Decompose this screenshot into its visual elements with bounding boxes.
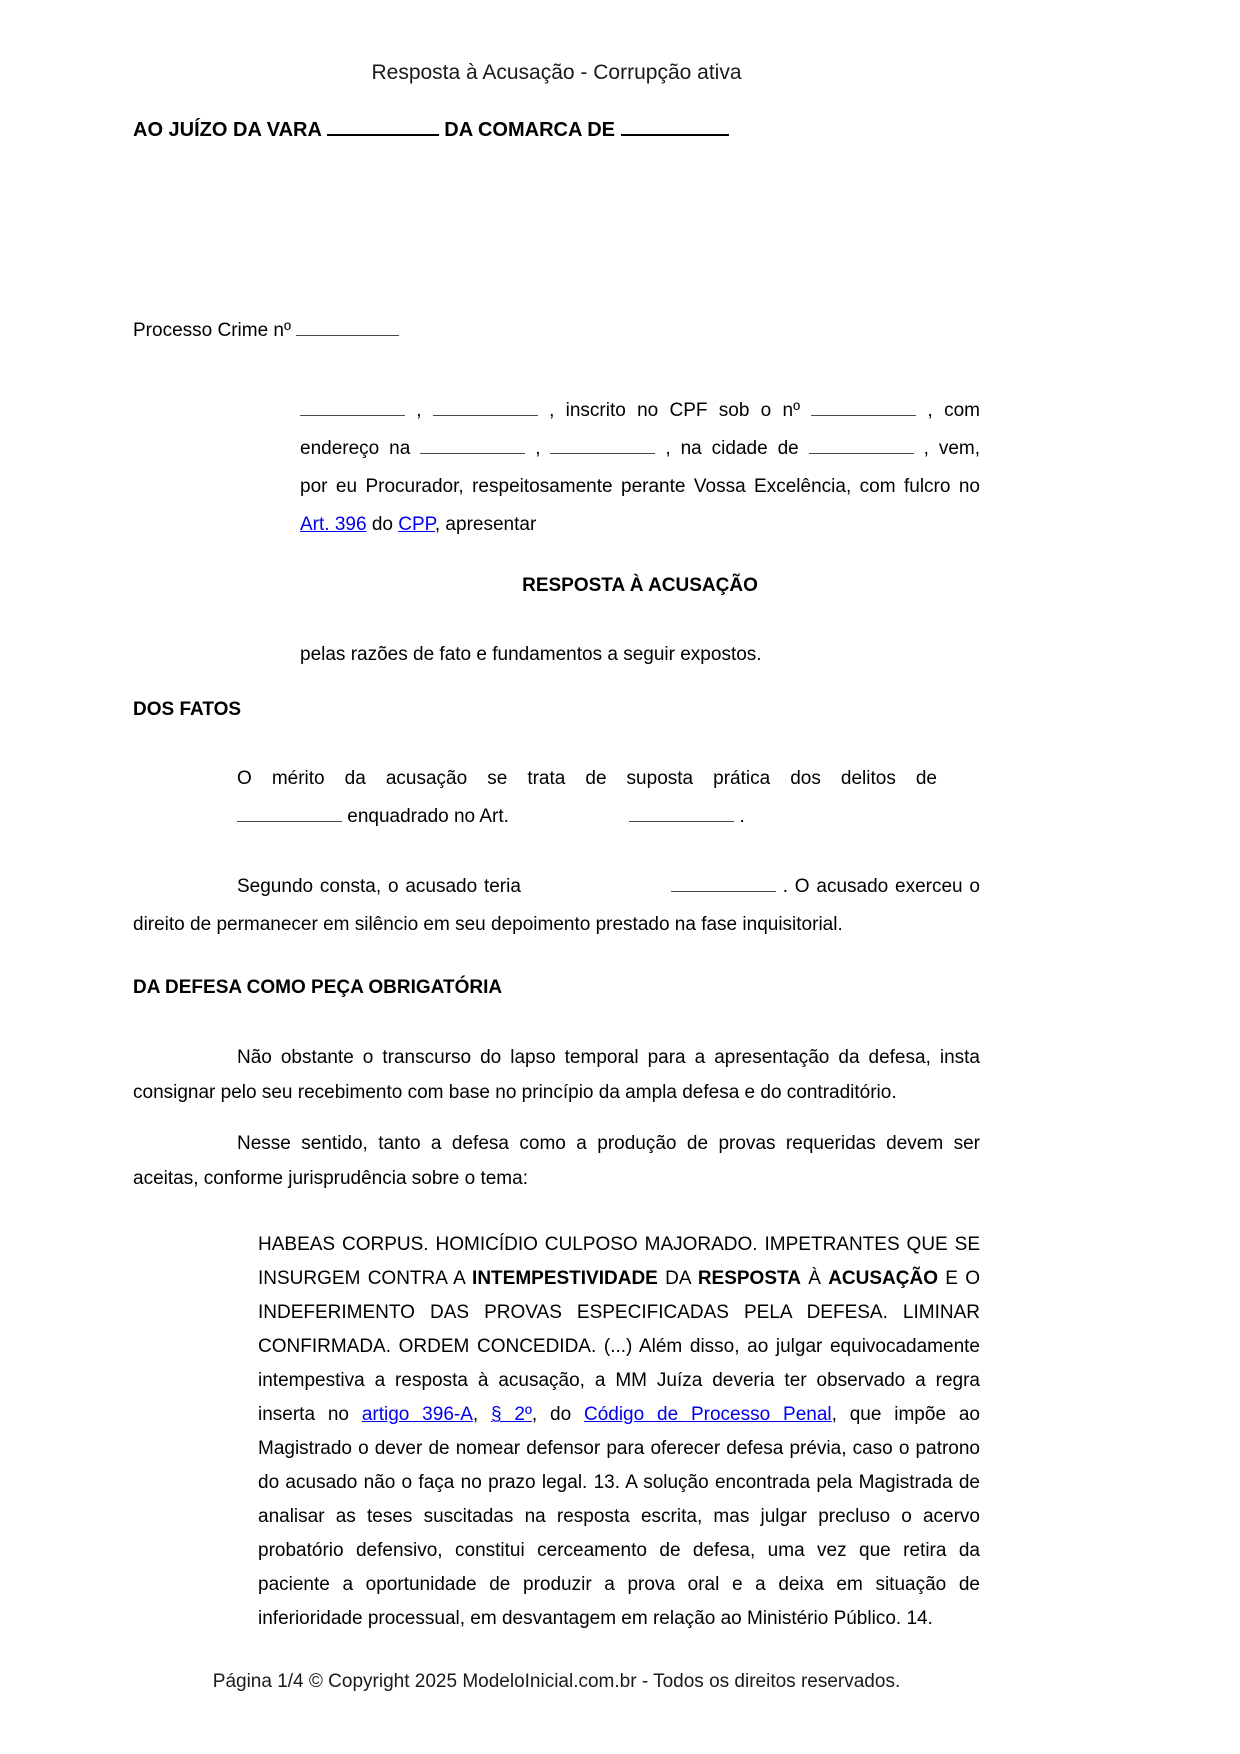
defense-p2-line-1: Nesse sentido, tanto a defesa como a produção de provas requeridas devem ser (237, 1133, 980, 1154)
blank-field (433, 402, 538, 416)
defense-heading: DA DEFESA COMO PEÇA OBRIGATÓRIA (133, 977, 503, 998)
qualification-line-2: endereço na , , na cidade de , vem, (300, 438, 981, 459)
page-footer: Página 1/4 © Copyright 2025 ModeloInicial.com.br - Todos os direitos reservados. (212, 1671, 901, 1692)
blank-field (629, 808, 734, 822)
blank-field (621, 120, 729, 136)
merits-line-2: enquadrado no Art. . (237, 798, 937, 836)
blank-field (296, 322, 399, 336)
process-number-line: Processo Crime nº (133, 312, 980, 350)
blank-field (300, 402, 405, 416)
blank-field (237, 808, 342, 822)
blank-field (809, 440, 914, 454)
field-gap (521, 891, 671, 892)
qualification-line-4: Art. 396 do CPP, apresentar (300, 514, 537, 535)
defense-paragraph-2 (133, 1126, 980, 1196)
reasons-line: pelas razões de fato e fundamentos a seguir expostos. (300, 644, 762, 665)
blank-field (550, 440, 655, 454)
qualification-line-1: , , inscrito no CPF sob o nº , com (300, 392, 980, 430)
bold-term: INTEMPESTIVIDADE (472, 1268, 658, 1289)
field-gap (514, 821, 629, 822)
blank-field (327, 120, 439, 136)
defense-p2-line-2: aceitas, conforme jurisprudência sobre o tema: (133, 1168, 528, 1189)
bold-term: ACUSAÇÃO (828, 1268, 938, 1289)
accusation-line-2: direito de permanecer em silêncio em seu depoimento prestado na fase inquisitorial. (133, 914, 843, 935)
addressee-line: AO JUÍZO DA VARA DA COMARCA DE (133, 116, 980, 144)
accusation-paragraph (133, 868, 980, 944)
defense-p1-line-2: consignar pelo seu recebimento com base no princípio da ampla defesa e do contraditório. (133, 1082, 897, 1103)
qualification-paragraph (300, 392, 980, 544)
accusation-line-1: Segundo consta, o acusado teria . O acusado exerceu o (237, 876, 980, 897)
defense-p1-line-1: Não obstante o transcurso do lapso temporal para a apresentação da defesa, insta (237, 1047, 980, 1068)
legal-reference-link[interactable]: Código de Processo Penal (583, 1404, 832, 1425)
bold-term: RESPOSTA (697, 1268, 801, 1289)
legal-reference-link[interactable]: artigo 396-A (361, 1404, 473, 1425)
legal-reference-link[interactable]: § 2º (491, 1404, 532, 1425)
blank-field (420, 440, 525, 454)
jurisprudence-quote: HABEAS CORPUS. HOMICÍDIO CULPOSO MAJORADO. IMPETRANTES QUE SE INSURGEM CONTRA A INTEMPESTIVIDADE DA RESPOSTA À ACUSAÇÃO E O INDEFERIMENTO DAS PROVAS ESPECIFICADAS PELA DEFESA. LIMINAR CONFIRMADA. ORDEM CONCEDIDA. (...) Além disso, ao julgar equivocadamente intempestiva a resposta à acusação, a MM Juíza deveria ter observado a regra inserta no artigo 396-A, § 2º, do Código de Processo Penal, que impõe ao Magistrado o dever de nomear defensor para oferecer defesa prévia, caso o patrono do acusado não o faça no prazo legal. 13. A solução encontrada pela Magistrada de analisar as teses suscitadas na resposta escrita, mas julgar precluso o acervo probatório defensivo, constitui cerceamento de defesa, uma vez que retira da paciente a oportunidade de produzir a prova oral e a deixa em situação de inferioridade processual, em desvantagem em relação ao Ministério Público. 14. (258, 1234, 981, 1629)
legal-reference-link[interactable]: Art. 396 (300, 514, 367, 535)
facts-heading: DOS FATOS (133, 699, 242, 720)
defense-paragraph-1 (133, 1040, 980, 1110)
qualification-line-3: por eu Procurador, respeitosamente perante Vossa Excelência, com fulcro no (300, 476, 980, 497)
response-heading: RESPOSTA À ACUSAÇÃO (522, 575, 758, 596)
legal-reference-link[interactable]: CPP (398, 514, 435, 535)
merits-paragraph (237, 760, 937, 836)
merits-line-1: O mérito da acusação se trata de suposta prática dos delitos de (237, 768, 937, 789)
blank-field (671, 878, 776, 892)
doc-title: Resposta à Acusação - Corrupção ativa (371, 61, 742, 84)
blank-field (811, 402, 916, 416)
